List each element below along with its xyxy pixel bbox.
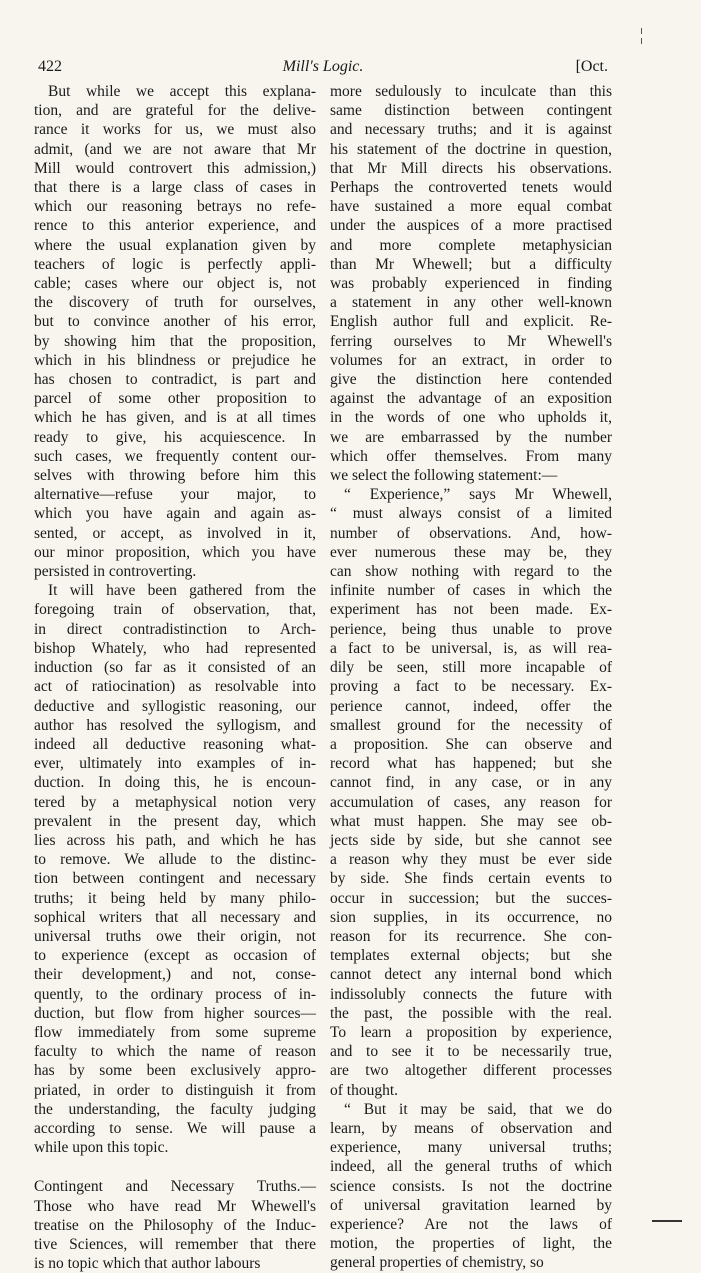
text-line: while upon this topic. (34, 1139, 169, 1157)
text-line: to experience (except as occasion of (34, 947, 316, 965)
header-month: [Oct. (575, 58, 608, 75)
text-line: his statement of the doctrine in question, (330, 140, 612, 158)
text-line: experiment has not been made. Ex- (330, 601, 612, 619)
text-line: indeed, all the general truths of which (330, 1158, 612, 1176)
text-line: than Mr Whewell; but a difficulty (330, 255, 612, 273)
text-line: induction (so far as it consisted of an (34, 659, 316, 677)
text-line: act of ratiocination) as resolvable into (34, 678, 316, 696)
text-line: truths; it being held by many philo- (34, 889, 316, 907)
text-line: but to convince another of his error, (34, 313, 316, 331)
text-line: was probably experienced in finding (330, 275, 612, 293)
text-line: bishop Whately, who had represented (34, 639, 316, 657)
text-line: same distinction between contingent (330, 102, 612, 120)
text-line: and to see it to be necessarily true, (330, 1043, 612, 1061)
text-line: teachers of logic is perfectly appli- (34, 255, 316, 273)
text-line: duction. In doing this, he is encoun- (34, 774, 316, 792)
text-line: tion between contingent and necessary (34, 870, 316, 888)
text-line: by showing him that the proposition, (34, 332, 316, 350)
text-line: priated, in order to distinguish it from (34, 1081, 316, 1099)
text-line: universal truths owe their origin, not (34, 927, 316, 945)
text-line: perience, being thus unable to prove (330, 620, 612, 638)
text-line: jects side by side, but she cannot see (330, 831, 612, 849)
text-line: in direct contradistinction to Arch- (34, 620, 316, 638)
text-line: of universal gravitation learned by (330, 1196, 612, 1214)
edge-mark (641, 28, 642, 34)
text-line: duction, but flow from higher sources— (34, 1004, 316, 1022)
text-line: occur in succession; but the succes- (330, 889, 612, 907)
right-column (330, 82, 612, 1273)
text-line: the past, the possible with the real. (330, 1004, 612, 1022)
text-line: number of observations. And, how- (330, 524, 612, 542)
text-line: flow immediately from some supreme (34, 1023, 316, 1041)
text-line: record what has happened; but she (330, 755, 612, 773)
text-line: dily be seen, still more incapable of (330, 659, 612, 677)
text-line: sented, or accept, as involved in it, (34, 524, 316, 542)
text-line: a statement in any other well-known (330, 294, 612, 312)
text-line: templates external objects; but she (330, 947, 612, 965)
text-line: cannot detect any internal bond which (330, 966, 612, 984)
text-line: give the distinction here contended (330, 371, 612, 389)
text-line: tion, and are grateful for the delive- (34, 102, 316, 120)
text-line: smallest ground for the necessity of (330, 716, 612, 734)
text-line: a proposition. She can observe and (330, 735, 612, 753)
text-line: perience cannot, indeed, offer the (330, 697, 612, 715)
text-line: science consists. Is not the doctrine (330, 1177, 612, 1195)
text-line: which offer themselves. From many (330, 447, 612, 465)
text-line: in the words of one who upholds it, (330, 409, 612, 427)
text-line: by side. She finds certain events to (330, 870, 612, 888)
text-line: we select the following statement:— (330, 467, 558, 485)
text-line: sophical writers that all necessary and (34, 908, 316, 926)
text-line: what must happen. She may see ob- (330, 812, 612, 830)
page-number: 422 (38, 58, 62, 75)
text-line: according to sense. We will pause a (34, 1119, 316, 1137)
text-line: a reason why they must be ever side (330, 851, 612, 869)
text-line: which our reasoning betrays no refe- (34, 198, 316, 216)
text-line: prevalent in the present day, which (34, 812, 316, 830)
text-line: author has resolved the syllogism, and (34, 716, 316, 734)
text-line: to remove. We allude to the distinc- (34, 851, 316, 869)
text-line: reason for its recurrence. She con- (330, 927, 612, 945)
text-line: more sedulously to inculcate than this (330, 83, 612, 100)
text-line: volumes for an extract, in order to (330, 351, 612, 369)
text-line: their development,) and not, conse- (34, 966, 316, 984)
text-line: has by some been exclusively appro- (34, 1062, 316, 1080)
text-line: persisted in controverting. (34, 563, 197, 581)
text-line: against the advantage of an exposition (330, 390, 612, 408)
text-line: tered by a metaphysical notion very (34, 793, 316, 811)
text-line: “ But it may be said, that we do (344, 1100, 612, 1118)
text-line: rence to this anterior experience, and (34, 217, 316, 235)
text-line: lies across his path, and which he has (34, 831, 316, 849)
text-line: experience? Are not the laws of (330, 1215, 612, 1233)
text-line: alternative—refuse your major, to (34, 486, 316, 504)
text-line: the discovery of truth for ourselves, (34, 294, 316, 312)
text-line: that Mr Mill directs his observations. (330, 159, 612, 177)
text-line: under the auspices of a more practised (330, 217, 612, 235)
text-line: has chosen to contradict, is part and (34, 371, 316, 389)
text-line: sion supplies, in its occurrence, no (330, 908, 612, 926)
text-line: cannot find, in any case, or in any (330, 774, 612, 792)
text-line: is no topic which that author labours (34, 1255, 261, 1273)
text-line: ever numerous these may be, they (330, 543, 612, 561)
text-line: accumulation of cases, any reason for (330, 793, 612, 811)
text-line: general properties of chemistry, so (330, 1254, 544, 1272)
text-line: the understanding, the faculty judging (34, 1100, 316, 1118)
text-line: Mill would controvert this admission,) (34, 159, 316, 177)
text-line: tive Sciences, will remember that there (34, 1235, 316, 1253)
text-line: which he has given, and is at all times (34, 409, 316, 427)
text-line: we are embarrassed by the number (330, 428, 612, 446)
text-line: indissolubly connects the future with (330, 985, 612, 1003)
text-line: ready to give, his acquiescence. In (34, 428, 316, 446)
text-line: our minor proposition, which you have (34, 543, 316, 561)
text-line: where the usual explanation given by (34, 236, 316, 254)
text-line: indeed all deductive reasoning what- (34, 735, 316, 753)
text-line: treatise on the Philosophy of the Induc- (34, 1216, 316, 1234)
text-line: quently, to the ordinary process of in- (34, 985, 316, 1003)
left-column (34, 82, 316, 1273)
text-line: are two altogether different processes (330, 1062, 612, 1080)
text-line: learn, by means of observation and (330, 1119, 612, 1137)
text-line: “ must always consist of a limited (330, 505, 612, 523)
text-line: and necessary truths; and it is against (330, 121, 612, 139)
text-line: have sustained a more equal combat (330, 198, 612, 216)
running-title: Mill's Logic. (282, 58, 364, 75)
text-line: faculty to which the name of reason (34, 1043, 316, 1061)
text-line: rance it works for us, we must also (34, 121, 316, 139)
text-line: Perhaps the controverted tenets would (330, 179, 612, 197)
text-line: selves with throwing before him this (34, 467, 316, 485)
text-line: and more complete metaphysician (330, 236, 612, 254)
running-header (38, 58, 608, 82)
text-line: deductive and syllogistic reasoning, our (34, 697, 316, 715)
text-line: It will have been gathered from the (48, 582, 316, 600)
text-line: that there is a large class of cases in (34, 179, 316, 197)
text-line: “ Experience,” says Mr Whewell, (344, 486, 612, 504)
text-line: ever, ultimately into examples of in- (34, 755, 316, 773)
text-line: admit, (and we are not aware that Mr (34, 140, 316, 158)
text-line: motion, the properties of light, the (330, 1235, 612, 1253)
text-line: To learn a proposition by experience, (330, 1023, 612, 1041)
text-line: parcel of some other proposition to (34, 390, 316, 408)
text-line: foregoing train of observation, that, (34, 601, 316, 619)
text-line: cable; cases where our object is, not (34, 275, 316, 293)
text-line: can show nothing with regard to the (330, 563, 612, 581)
text-line: English author full and explicit. Re- (330, 313, 612, 331)
text-line: which in his blindness or prejudice he (34, 351, 316, 369)
text-line: proving a fact to be necessary. Ex- (330, 678, 612, 696)
text-line: infinite number of cases in which the (330, 582, 612, 600)
edge-mark (641, 38, 642, 44)
text-line: such cases, we frequently content our- (34, 447, 316, 465)
text-line: Those who have read Mr Whewell's (34, 1197, 316, 1215)
text-line: which you have again and again as- (34, 505, 316, 523)
edge-dash (652, 1220, 682, 1222)
text-line: But while we accept this explana- (48, 83, 316, 100)
text-line: experience, many universal truths; (330, 1139, 612, 1157)
text-line: Contingent and Necessary Truths.— (34, 1178, 316, 1196)
text-line: a fact to be universal, is, as will rea- (330, 639, 612, 657)
text-line: ferring ourselves to Mr Whewell's (330, 332, 612, 350)
text-line: of thought. (330, 1081, 399, 1099)
